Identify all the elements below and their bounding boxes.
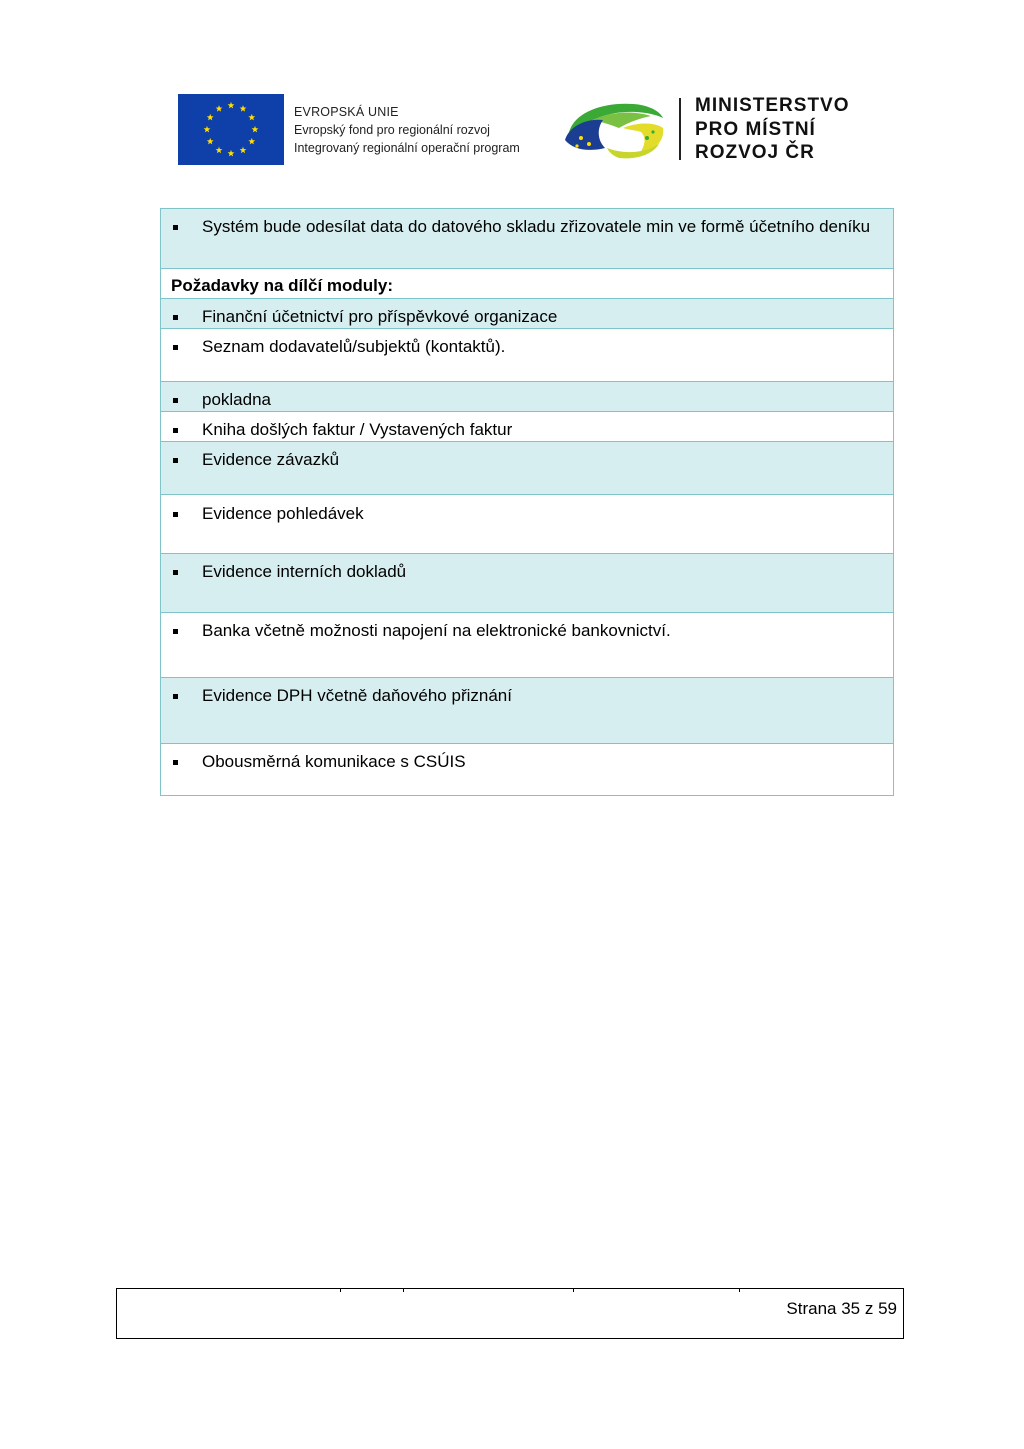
ministry-line-2: PRO MÍSTNÍ (695, 118, 816, 140)
table-row (161, 554, 894, 613)
eu-line-1: EVROPSKÁ UNIE (294, 105, 399, 119)
ministry-line-1: MINISTERSTVO (695, 95, 850, 116)
table-row (161, 678, 894, 744)
bullet-icon (173, 458, 178, 463)
eu-star-icon (204, 126, 211, 133)
row-text: Banka včetně možnosti napojení na elektronické bankovnictví. (202, 621, 671, 640)
row-text: pokladna (202, 390, 272, 409)
eu-flag-logo (178, 94, 284, 165)
header-divider (679, 98, 681, 160)
bullet-icon (173, 428, 178, 433)
row-text: Kniha došlých faktur / Vystavených faktur (202, 420, 513, 439)
eu-star-icon (216, 147, 223, 154)
eu-star-icon (252, 126, 259, 133)
table-row (161, 613, 894, 678)
ministry-logo-icon (563, 98, 667, 162)
table-row (161, 269, 894, 299)
row-text: Evidence závazků (202, 450, 340, 469)
bullet-icon (173, 398, 178, 403)
row-text: Evidence DPH včetně daňového přiznání (202, 686, 512, 705)
bullet-icon (173, 629, 178, 634)
eu-star-icon (207, 138, 214, 145)
eu-star-icon (216, 105, 223, 112)
eu-star-icon (248, 114, 255, 121)
row-text: Obousměrná komunikace s CSÚIS (202, 752, 466, 771)
eu-line-2: Evropský fond pro regionální rozvoj (294, 123, 490, 137)
row-text: Evidence pohledávek (202, 504, 364, 523)
ministry-line-3: ROZVOJ ČR (695, 142, 815, 163)
eu-star-icon (228, 150, 235, 157)
bullet-icon (173, 694, 178, 699)
bullet-icon (173, 225, 178, 230)
row-text: Seznam dodavatelů/subjektů (kontaktů). (202, 337, 506, 356)
ministry-name (695, 94, 850, 165)
eu-line-3: Integrovaný regionální operační program (294, 141, 520, 155)
row-text: Finanční účetnictví pro příspěvkové organizace (202, 307, 558, 326)
row-text: Systém bude odesílat data do datového skladu zřizovatele min ve formě účetního deníku (202, 217, 871, 236)
bullet-icon (173, 315, 178, 320)
eu-star-icon (240, 105, 247, 112)
modules-heading: Požadavky na dílčí moduly: (171, 276, 394, 295)
eu-star-icon (240, 147, 247, 154)
bullet-icon (173, 570, 178, 575)
bullet-icon (173, 345, 178, 350)
table-row (161, 412, 894, 442)
eu-star-icon (228, 102, 235, 109)
eu-text-block (294, 103, 520, 157)
table-row (161, 442, 894, 495)
table-row (161, 495, 894, 554)
table-row (161, 299, 894, 329)
bullet-icon (173, 512, 178, 517)
requirements-table (160, 208, 894, 796)
eu-stars-icon (178, 94, 284, 165)
table-row (161, 382, 894, 412)
eu-star-icon (248, 138, 255, 145)
page-footer (116, 1288, 904, 1339)
table-row (161, 209, 894, 269)
table-row (161, 329, 894, 382)
page-number: Strana 35 z 59 (786, 1299, 897, 1318)
table-row (161, 744, 894, 796)
eu-star-icon (207, 114, 214, 121)
bullet-icon (173, 760, 178, 765)
row-text: Evidence interních dokladů (202, 562, 407, 581)
